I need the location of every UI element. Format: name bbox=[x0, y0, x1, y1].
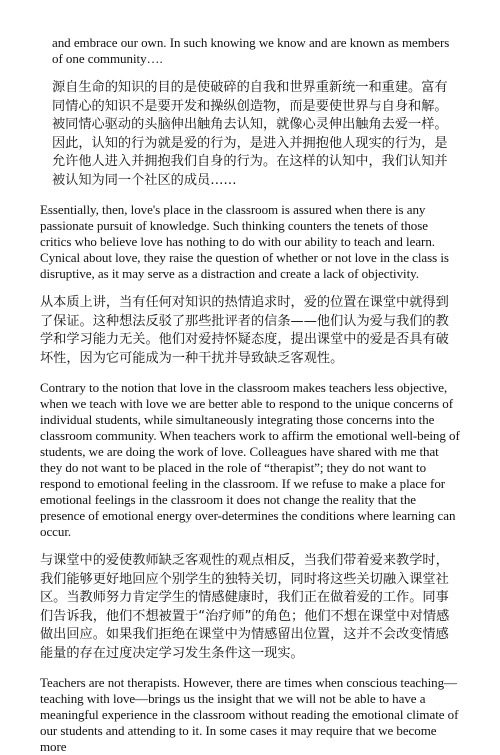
english-paragraph-love-place: Essentially, then, love's place in the classroom is assured when there is any passionate pursuit of knowledge. Such thinking counters the tenets of those critics who believe love has nothing to do with our ability to teach and learn. Cynical about love, they raise the question of whether or not love in the class is disruptive, as it may serve as a distraction and create a lack of objectivity. bbox=[40, 202, 449, 281]
quote-english-paragraph: and embrace our own. In such knowing we know and are known as members of one community…. bbox=[52, 35, 450, 66]
chinese-paragraph-love-place: 从本质上讲，当有任何对知识的热情追求时，爱的位置在课堂中就得到了保证。这种想法反驳了那些批评者的信条——他们认为爱与我们的教学和学习能力无关。他们对爱持怀疑态度，提出课堂中的爱是否具有破坏性，因为它可能成为一种干扰并导致缺乏客观性。 bbox=[40, 295, 449, 366]
english-paragraph-therapists: Teachers are not therapists. However, there are times when conscious teaching—teaching with love—brings us the insight that we will not be able to have a meaningful experience in the classroom without reading the emotional climate of our students and attending to it. In some cases it may require that we become more bbox=[40, 675, 459, 754]
english-paragraph-objectivity: Contrary to the notion that love in the classroom makes teachers less objective, when we teach with love we are better able to respond to the unique concerns of individual students, while simultaneously integrating those concerns into the classroom community. When teachers work to affirm the emotional well-being of students, we are doing the work of love. Colleagues have shared with me that they do not want to be placed in the role of “therapist”; they do not want to respond to emotional feeling in the classroom. If we refuse to make a place for emotional feelings in the classroom it does not change the reality that the presence of emotional energy over-determines the conditions where learning can occur. bbox=[40, 380, 460, 539]
quote-chinese-paragraph: 源自生命的知识的目的是使破碎的自我和世界重新统一和重建。富有同情心的知识不是要开发和操纵创造物，而是要使世界与自身和解。被同情心驱动的头脑伸出触角去认知，就像心灵伸出触角去爱一样。因此，认知的行为就是爱的行为，是进入并拥抱他人现实的行为，是允许他人进入并拥抱我们自身的行为。在这样的认知中，我们认知并被认知为同一个社区的成员…… bbox=[52, 80, 448, 188]
chinese-paragraph-objectivity: 与课堂中的爱使教师缺乏客观性的观点相反，当我们带着爱来教学时，我们能够更好地回应个别学生的独特关切，同时将这些关切融入课堂社区。当教师努力肯定学生的情感健康时，我们正在做着爱的工作。同事们告诉我，他们不想被置于“治疗师”的角色；他们不想在课堂中对情感做出回应。如果我们拒绝在课堂中为情感留出位置，这并不会改变情感能量的存在过度决定学习发生条件这一现实。 bbox=[40, 553, 450, 661]
quote-block bbox=[40, 35, 460, 190]
